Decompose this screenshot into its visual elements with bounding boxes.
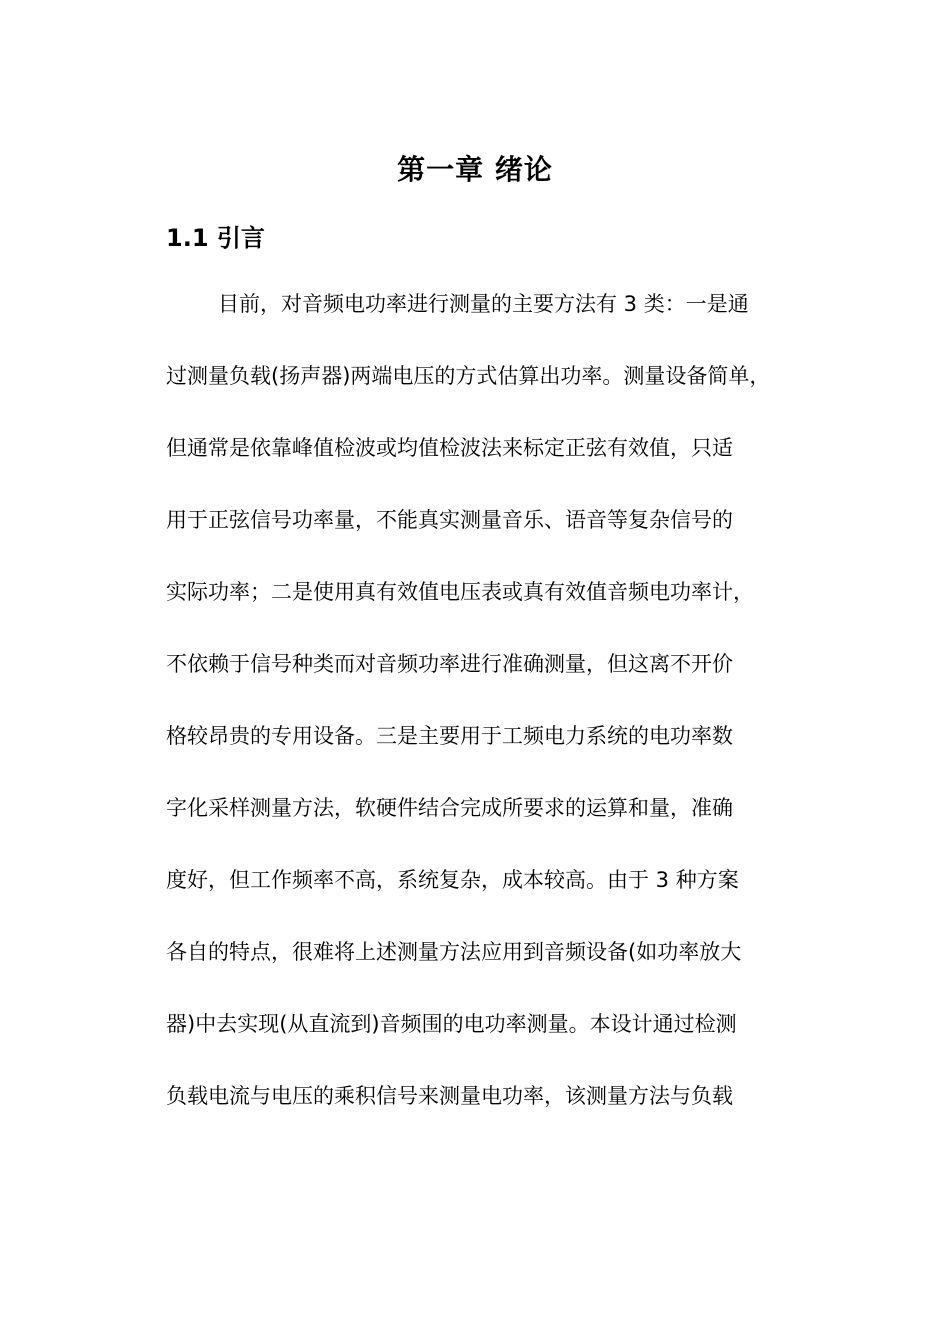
body-paragraph	[166, 284, 806, 1148]
paragraph-line: 负载电流与电压的乘积信号来测量电功率，该测量方法与负载	[166, 1084, 733, 1108]
chapter-title: 第一章 绪论	[397, 153, 553, 186]
paragraph-line: 实际功率；二是使用真有效值电压表或真有效值音频电功率计，	[166, 580, 754, 604]
paragraph-line: 器)中去实现(从直流到)音频围的电功率测量。本设计通过检测	[166, 1012, 737, 1036]
paragraph-line: 目前，对音频电功率进行测量的主要方法有 3 类：一是通	[218, 292, 749, 316]
section-heading: 1.1 引言	[166, 224, 265, 252]
paragraph-line: 各自的特点，很难将上述测量方法应用到音频设备(如功率放大	[166, 940, 742, 964]
paragraph-line: 字化采样测量方法，软硬件结合完成所要求的运算和量，准确	[166, 796, 733, 820]
paragraph-line: 过测量负载(扬声器)两端电压的方式估算出功率。测量设备简单，	[166, 364, 771, 388]
paragraph-line: 度好，但工作频率不高，系统复杂，成本较高。由于 3 种方案	[166, 868, 739, 892]
paragraph-line: 不依赖于信号种类而对音频功率进行准确测量，但这离不开价	[166, 652, 733, 676]
paragraph-line: 格较昂贵的专用设备。三是主要用于工频电力系统的电功率数	[166, 724, 733, 748]
paragraph-line: 用于正弦信号功率量，不能真实测量音乐、语音等复杂信号的	[166, 508, 733, 532]
paragraph-line: 但通常是依靠峰值检波或均值检波法来标定正弦有效值，只适	[166, 436, 733, 460]
